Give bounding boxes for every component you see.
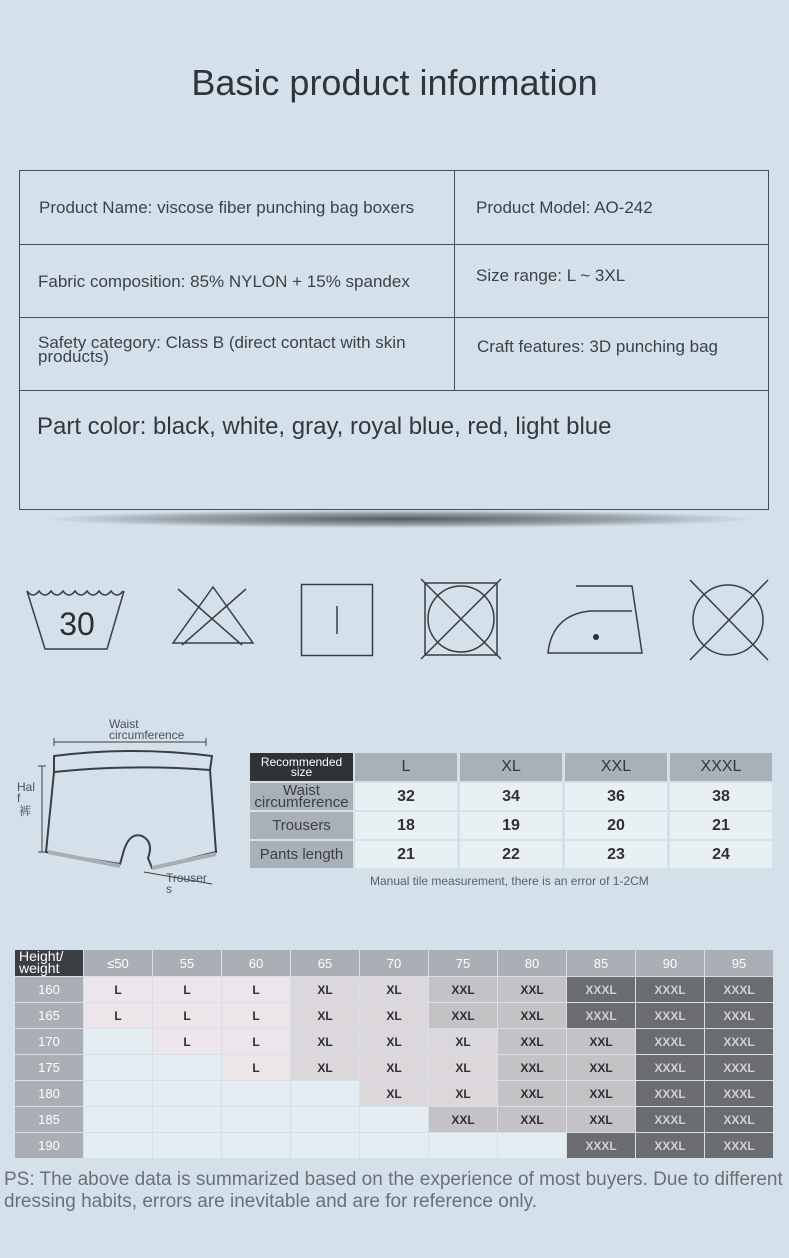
size-row-label (250, 812, 353, 839)
size-value-cell: 19 (460, 812, 562, 839)
size-value-cell: 23 (565, 841, 667, 868)
row-label-line-2: circumference (254, 793, 349, 811)
size-value-cell: 20 (565, 812, 667, 839)
no-bleach-icon (170, 585, 256, 647)
weight-header: 70 (360, 950, 428, 976)
half-label-cn: 裤 (19, 804, 32, 818)
hw-corner-line-1: Height/ (19, 948, 64, 964)
size-cell: L (153, 977, 221, 1002)
row-divider (20, 390, 768, 391)
product-name: Product Name: viscose fiber punching bag boxers (39, 197, 415, 217)
measurement-note: Manual tile measurement, there is an error of 1-2CM (370, 874, 649, 888)
size-cell: XXXL (636, 1055, 704, 1080)
half-label-1: Hal (17, 780, 36, 794)
hw-table-corner (15, 950, 83, 976)
size-header: XXXL (670, 753, 772, 781)
waist-label-1: Waist (109, 717, 139, 731)
weight-header: 80 (498, 950, 566, 976)
size-cell: XXL (567, 1081, 635, 1106)
size-cell (84, 1029, 152, 1054)
size-cell (153, 1107, 221, 1132)
trousers-label-1: Trouser (166, 871, 207, 885)
height-header: 190 (15, 1133, 83, 1158)
size-cell: XXXL (636, 1003, 704, 1028)
size-cell (291, 1107, 359, 1132)
size-value-cell: 21 (670, 812, 772, 839)
no-dry-clean-icon (688, 578, 770, 662)
size-cell: L (153, 1003, 221, 1028)
safety-line-1: Safety category: Class B (direct contact with skin (38, 333, 406, 352)
size-cell: XXXL (636, 1029, 704, 1054)
height-header: 165 (15, 1003, 83, 1028)
size-value-cell: 32 (355, 783, 457, 810)
fabric-composition: Fabric composition: 85% NYLON + 15% spandex (38, 272, 410, 291)
size-cell: L (84, 977, 152, 1002)
no-tumble-dry-icon (420, 578, 502, 660)
size-header: XL (460, 753, 562, 781)
size-value-cell: 38 (670, 783, 772, 810)
weight-header: 90 (636, 950, 704, 976)
size-row-label (250, 783, 353, 810)
weight-header: 95 (705, 950, 773, 976)
size-cell: XL (291, 1029, 359, 1054)
size-cell: XL (360, 977, 428, 1002)
size-cell: XXL (429, 1107, 497, 1132)
wash-temperature: 30 (59, 606, 95, 642)
safety-category (20, 318, 454, 390)
size-cell: XL (291, 1003, 359, 1028)
size-cell: XXXL (705, 977, 773, 1002)
size-range: Size range: L ~ 3XL (476, 266, 626, 285)
size-value-cell: 36 (565, 783, 667, 810)
height-header: 160 (15, 977, 83, 1002)
size-cell: XXXL (705, 1055, 773, 1080)
size-value-cell: 34 (460, 783, 562, 810)
size-cell: XXL (429, 977, 497, 1002)
size-cell (498, 1133, 566, 1158)
height-header: 180 (15, 1081, 83, 1106)
size-cell: XXL (498, 1081, 566, 1106)
size-cell: XXL (429, 1003, 497, 1028)
iron-low-icon (546, 583, 644, 657)
size-cell: XXXL (705, 1081, 773, 1106)
size-cell: XL (429, 1029, 497, 1054)
height-header: 185 (15, 1107, 83, 1132)
half-label-2: f (17, 791, 21, 805)
trousers-label-2: s (166, 882, 172, 896)
corner-line-1: Recommended (260, 755, 343, 769)
size-cell: XXXL (705, 1133, 773, 1158)
size-cell (84, 1055, 152, 1080)
size-cell: XL (360, 1029, 428, 1054)
size-header: XXL (565, 753, 667, 781)
wash-30-icon (25, 585, 127, 655)
weight-header: ≤50 (84, 950, 152, 976)
weight-header: 60 (222, 950, 290, 976)
weight-header: 75 (429, 950, 497, 976)
size-cell: XL (291, 1055, 359, 1080)
size-cell: XL (360, 1055, 428, 1080)
size-cell: XL (429, 1081, 497, 1106)
weight-header: 65 (291, 950, 359, 976)
row-label-line-1: Trousers (272, 816, 331, 834)
size-cell: XXXL (705, 1003, 773, 1028)
size-cell (84, 1133, 152, 1158)
size-cell: XXXL (705, 1029, 773, 1054)
size-cell: XL (360, 1003, 428, 1028)
size-row-label (250, 841, 353, 868)
size-cell: XXL (498, 1003, 566, 1028)
size-cell: XL (360, 1081, 428, 1106)
size-cell: XXXL (567, 1003, 635, 1028)
size-cell (291, 1133, 359, 1158)
weight-header: 55 (153, 950, 221, 976)
size-cell: XXL (498, 1055, 566, 1080)
hw-corner-line-2: weight (19, 960, 60, 976)
size-cell: XXL (567, 1055, 635, 1080)
size-cell: XL (429, 1055, 497, 1080)
size-value-cell: 21 (355, 841, 457, 868)
size-cell: XXXL (636, 1081, 704, 1106)
size-cell: XXL (498, 1029, 566, 1054)
size-cell (360, 1107, 428, 1132)
size-header: L (355, 753, 457, 781)
safety-line-2: products) (38, 347, 109, 366)
page-title: Basic product information (191, 62, 598, 103)
corner-line-2: size (290, 765, 313, 779)
size-cell: L (222, 1055, 290, 1080)
size-cell: XXXL (705, 1107, 773, 1132)
shadow-divider (50, 510, 750, 528)
part-color: Part color: black, white, gray, royal blue, red, light blue (37, 413, 612, 440)
size-value-cell: 24 (670, 841, 772, 868)
tumble-dry-icon (300, 583, 374, 657)
size-cell: XL (291, 977, 359, 1002)
size-cell: XXXL (636, 1107, 704, 1132)
size-cell: XXL (498, 1107, 566, 1132)
size-cell: XXXL (636, 1133, 704, 1158)
size-cell (291, 1081, 359, 1106)
size-value-cell: 18 (355, 812, 457, 839)
size-cell: L (84, 1003, 152, 1028)
size-cell (222, 1133, 290, 1158)
ps-note: PS: The above data is summarized based on the experience of most buyers. Due to different dressing habits, errors are inevitable and are for reference only. (4, 1169, 783, 1212)
size-table-corner (250, 753, 353, 781)
craft-features: Craft features: 3D punching bag (477, 337, 718, 356)
size-cell (222, 1081, 290, 1106)
product-info-table (19, 170, 769, 510)
size-cell (84, 1107, 152, 1132)
height-header: 170 (15, 1029, 83, 1054)
size-cell: XXXL (636, 977, 704, 1002)
size-cell (153, 1055, 221, 1080)
size-cell: XXXL (567, 1133, 635, 1158)
size-cell (153, 1081, 221, 1106)
size-cell: XXL (567, 1107, 635, 1132)
row-label-line-1: Waist (283, 781, 320, 799)
product-model: Product Model: AO-242 (476, 197, 653, 217)
size-cell (84, 1081, 152, 1106)
size-cell (222, 1107, 290, 1132)
size-cell: XXL (567, 1029, 635, 1054)
size-cell: L (222, 977, 290, 1002)
size-cell (360, 1133, 428, 1158)
size-cell: L (153, 1029, 221, 1054)
size-value-cell: 22 (460, 841, 562, 868)
size-cell: XXXL (567, 977, 635, 1002)
size-cell: L (222, 1003, 290, 1028)
size-cell: L (222, 1029, 290, 1054)
size-cell (153, 1133, 221, 1158)
height-header: 175 (15, 1055, 83, 1080)
row-label-line-1: Pants length (259, 845, 344, 863)
waist-label-2: circumference (109, 728, 185, 742)
size-cell: XXL (498, 977, 566, 1002)
weight-header: 85 (567, 950, 635, 976)
size-cell (429, 1133, 497, 1158)
